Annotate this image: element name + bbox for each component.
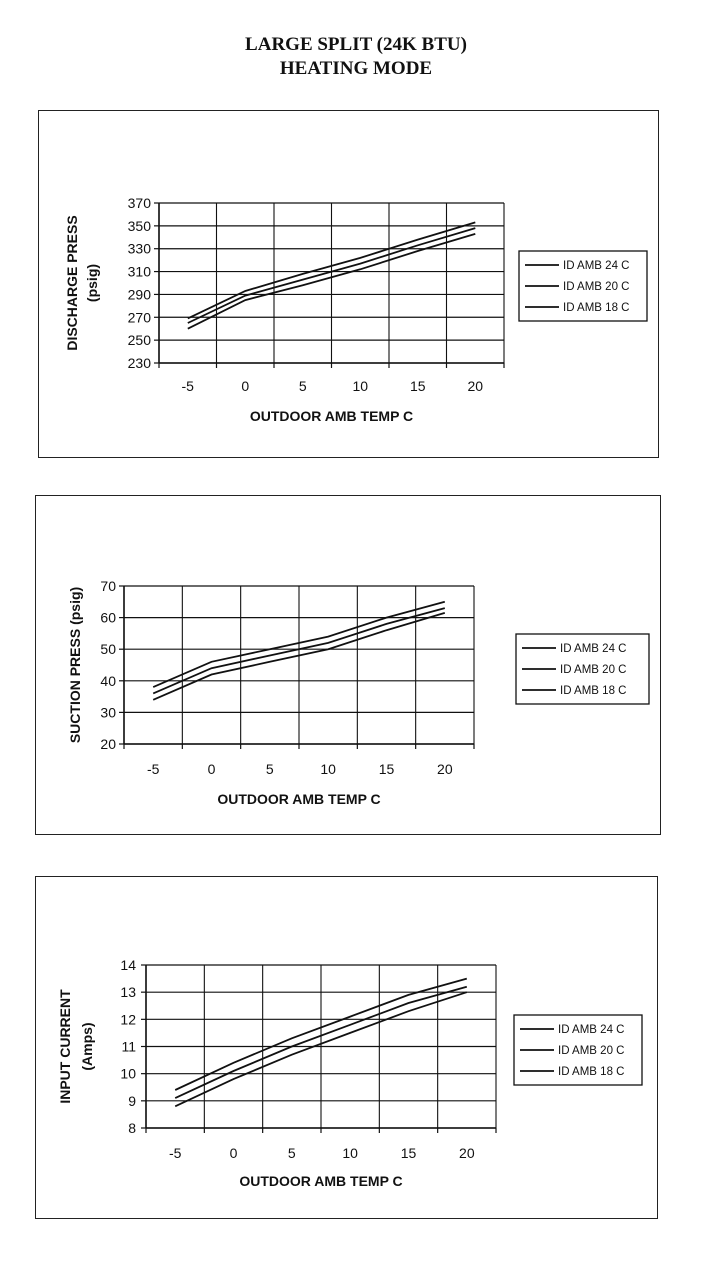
discharge-press-chart [39, 111, 660, 459]
legend-label-3: ID AMB 18 C [558, 1066, 625, 1078]
y-tick-label: 370 [127, 195, 151, 211]
y-axis-label: (Amps) [79, 1022, 95, 1071]
y-tick-label: 20 [100, 736, 116, 752]
y-tick-label: 230 [127, 355, 151, 371]
x-axis-label: OUTDOOR AMB TEMP C [217, 791, 381, 807]
x-tick-label: 10 [352, 378, 369, 394]
legend-label-2: ID AMB 20 C [560, 664, 627, 676]
y-tick-label: 270 [127, 309, 151, 326]
y-axis-label: DISCHARGE PRESS [64, 215, 80, 351]
y-tick-label: 250 [127, 332, 151, 349]
x-tick-label: 15 [378, 761, 395, 777]
y-tick-label: 60 [100, 609, 116, 626]
y-tick-label: 50 [100, 641, 116, 658]
legend-label-3: ID AMB 18 C [563, 302, 630, 314]
x-tick-label: 20 [467, 378, 484, 394]
suction-press-chart [36, 496, 662, 836]
legend-label-2: ID AMB 20 C [558, 1045, 625, 1057]
x-axis-label: OUTDOOR AMB TEMP C [239, 1173, 403, 1189]
x-tick-label: 5 [265, 761, 274, 777]
y-tick-label: 9 [128, 1092, 136, 1109]
legend-label-2: ID AMB 20 C [563, 281, 630, 293]
suction-press-chart-panel [35, 495, 661, 835]
y-tick-label: 10 [120, 1065, 136, 1082]
y-tick-label: 70 [100, 578, 116, 594]
x-tick-label: 10 [320, 761, 336, 777]
x-tick-label: 0 [241, 378, 250, 394]
y-tick-label: 30 [100, 704, 116, 721]
input-current-chart [36, 877, 659, 1220]
legend-label-3: ID AMB 18 C [560, 685, 627, 697]
y-tick-label: 290 [127, 286, 151, 303]
y-tick-label: 12 [120, 1011, 136, 1028]
x-tick-label: -5 [168, 1145, 182, 1161]
y-tick-label: 8 [128, 1120, 136, 1136]
y-axis-label: INPUT CURRENT [57, 989, 73, 1104]
discharge-press-chart-panel [38, 110, 659, 458]
x-tick-label: 15 [409, 378, 426, 394]
page-title-line-2: HEATING MODE [279, 58, 433, 79]
x-tick-label: 5 [298, 378, 307, 394]
legend-label-1: ID AMB 24 C [563, 260, 630, 272]
x-tick-label: 0 [207, 761, 216, 777]
y-tick-label: 40 [100, 672, 116, 689]
legend-label-1: ID AMB 24 C [560, 643, 627, 655]
input-current-chart-panel [35, 876, 658, 1219]
x-tick-label: -5 [146, 761, 160, 777]
x-tick-label: 10 [342, 1145, 358, 1161]
y-tick-label: 11 [121, 1038, 136, 1055]
x-tick-label: 5 [287, 1145, 296, 1161]
x-tick-label: 0 [229, 1145, 238, 1161]
x-axis-label: OUTDOOR AMB TEMP C [249, 408, 414, 424]
y-axis-label: (psig) [84, 263, 100, 303]
y-tick-label: 350 [127, 217, 151, 234]
y-tick-label: 14 [120, 957, 136, 973]
y-axis-label: SUCTION PRESS (psig) [67, 586, 83, 744]
x-tick-label: -5 [181, 378, 194, 394]
page-title-line-1: LARGE SPLIT (24K BTU) [245, 34, 467, 55]
x-tick-label: 20 [459, 1145, 475, 1161]
x-tick-label: 15 [400, 1145, 417, 1161]
y-tick-label: 13 [120, 984, 136, 1001]
y-tick-label: 310 [127, 263, 151, 280]
legend-label-1: ID AMB 24 C [558, 1024, 625, 1036]
y-tick-label: 330 [127, 240, 151, 257]
x-tick-label: 20 [437, 761, 453, 777]
